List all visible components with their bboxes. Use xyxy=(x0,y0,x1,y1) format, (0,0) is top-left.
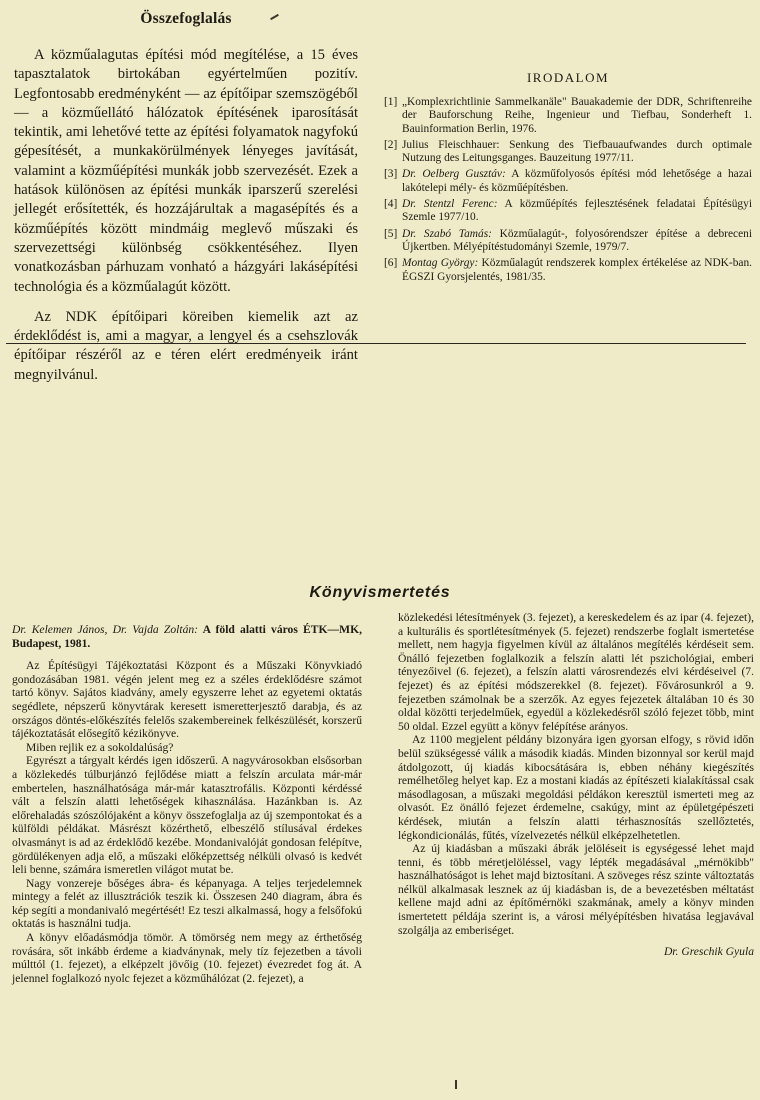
reference-author: Dr. Szabó Tamás: xyxy=(402,227,492,240)
literature-heading: IRODALOM xyxy=(526,70,610,85)
reference-item xyxy=(384,257,752,284)
reference-author: Montag György: xyxy=(402,257,479,270)
reference-text: A közműépítés fejlesztésének feladatai Építésügyi Szemle 1977/10. xyxy=(402,198,752,224)
reference-item xyxy=(384,228,752,255)
summary-heading: Összefoglalás xyxy=(140,10,232,27)
book-authors: Dr. Kelemen János, Dr. Vajda Zoltán: xyxy=(12,623,199,636)
reference-author: Dr. Oelberg Gusztáv: xyxy=(402,168,506,181)
reference-item xyxy=(384,168,752,195)
reference-number: [5] xyxy=(384,227,398,240)
review-paragraph: Nagy vonzereje bőséges ábra- és képanyaga. A teljes terjedelemnek mintegy a felét az illusztrációk teszik ki. Összesen 240 diagram, ábra és kép segíti a mondanivaló megértését! Ez teszi alkalmassá, hogy a felsőfokú oktatás is használni tudja. xyxy=(12,876,362,931)
reference-author: Dr. Stentzl Ferenc: xyxy=(402,198,498,211)
reference-number: [2] xyxy=(384,138,398,151)
reference-text: Julius Fleischhauer: Senkung des Tiefbauaufwandes durch optimale Nutzung des Leitungsganges. Bauzeitung 1977/11. xyxy=(402,138,752,165)
reference-text: Közműalagút rendszerek komplex értékelése az NDK-ban. ÉGSZI Gyorsjelentés, 1981/35. xyxy=(402,257,752,283)
review-paragraph: Az 1100 megjelent példány bizonyára igen gyorsan elfogy, s rövid időn belül szükségessé válik a második kiadás. Minden bizonnyal sor kerül majd átdolgozott, új kiadás kibocsátására is, ebben néhány kiegészítés remélhetőleg helyet kap. Ez a mostani kiadás az építészeti kialakítással csak másodlagosan, a műszaki megoldási példákon keresztül ismerteti meg az olvasót. Ez önálló fejezet érdemelne, csakúgy, mint az épületgépészeti kérdések, miután a felszín alatti térhasznosítás szellőztetés, légkondicionálás, fűtés, vízelvezetés nélkül elképzelhetetlen. xyxy=(398,733,754,842)
reference-number: [3] xyxy=(384,168,398,181)
review-paragraph: Egyrészt a tárgyalt kérdés igen időszerű. A nagyvárosokban elsősorban a közlekedés túlburjánzó fejlődése miatt a felszín arculata már-már embertelen, használhatósága már-már katasztrofális. Központi kérdéssé vált a felszín alatti lehetőségek kihasználása. Hazánkban is. Az előrehaladás szószólójaként a könyv összefoglalja az új szempontokat és a külföldi példákat. Másrészt közérthető, elbeszélő stílusával érdekes olvasmányt is ad az érdeklődő kezébe. Mondanivalóját gondosan felépítve, gördülékenyen adja elő, a műszaki előképzettség nélküli olvasó is kedvét leli benne, számára ismeretlen világot mutat be. xyxy=(12,754,362,877)
literature-column xyxy=(384,8,752,287)
book-reference xyxy=(12,623,362,650)
reference-item xyxy=(384,96,752,136)
section-divider xyxy=(6,343,746,344)
reference-text: „Komplexrichtlinie Sammelkanäle" Bauakademie der DDR, Schriftenreihe der Bauforschung Reihe, Ingenieur und Tiefbau, Sonderheft 1. Bauinformation Berlin, 1976. xyxy=(402,96,752,135)
review-paragraph: A könyv előadásmódja tömör. A tömörség nem megy az érthetőség rovására, sőt inkább érdeme a kiadványnak, mely tíz fejezetben a távoli múlttól (1. fejezet), a elképzelt jövőig (10. fejezet) évezredet fog át. A jelennel foglalkozó nyolc fejezet a közműhálózat (2. fejezet), a xyxy=(12,931,362,985)
reference-item xyxy=(384,198,752,225)
review-heading: Könyvismertetés xyxy=(309,584,451,601)
reference-number: [6] xyxy=(384,257,398,270)
book-title: A föld alatti város ÉTK—MK, xyxy=(198,623,362,636)
summary-paragraph: A közműalagutas építési mód megítélése, a 15 éves tapasztalatok birtokában egyértelműen pozitív. Legfontosabb eredményként — az építőipar szemszögéből — a közműellátó hálózatok építésének iparosítását tekintik, ami lehetővé tette az építési folyamatok nagyfokú gépesítését, a munkakörülmények lényeges javítását, valamint a közműépítési munkák jobb szervezését. Ezek a hatások különösen az építési munkák iparszerű szerelési jellegét erősítették, és hozzájárultak a magasépítés és a közműépítés között mindmáig meglevő műszaki és szervezettségi különbség csökkentéséhez. Ilyen vonatkozásban párhuzam vonható a házgyári lakásépítési technológia és a közműalagút között. xyxy=(14,47,358,295)
reference-number: [4] xyxy=(384,198,398,211)
reference-text: Közműalagút-, folyosórendszer építése a debreceni Újkertben. Mélyépítéstudományi Szemle, 1979/7. xyxy=(402,227,752,253)
review-paragraph: közlekedési létesítmények (3. fejezet), a kereskedelem és az ipar (4. fejezet), a kulturális és sportlétesítmények (5. fejezet) rendszerbe foglalt ismertetése mellett, nem hagyja figyelmen kívül az általános megítélés kérdéseit sem. Önálló fejezetben foglalkozik a felszín alatti lét pszichológiai, emberi tényezőivel (6. fejezet), a felszín alatti városrendezés elvi kérdéseivel (7. fejezet) és az építési módszerekkel (8. fejezet). Fővárosunkról a 9. fejezetben számolnak be a szerzők. Az egyes fejezetek általában 10 és 30 oldal közötti terjedelműek, egyedül a közlekedésről szóló fejezet több, mint 50 oldal. Ezzel együtt a könyv felépítése arányos. xyxy=(398,611,754,733)
review-paragraph: Miben rejlik ez a sokoldalúság? xyxy=(26,740,174,754)
book-publisher: Budapest, 1981. xyxy=(12,636,91,650)
reference-item xyxy=(384,139,752,166)
reviewer-signature: Dr. Greschik Gyula xyxy=(663,945,754,959)
summary-column xyxy=(14,10,358,385)
reference-number: [1] xyxy=(384,96,398,108)
summary-paragraph: Az NDK építőipari köreiben kiemelik azt az érdeklődést is, ami a magyar, a lengyel és a csehszlovák építőipar részéről az e téren elért eredményeik iránt megnyilvánul. xyxy=(14,308,358,383)
review-right-column xyxy=(398,611,754,958)
review-paragraph: Az Építésügyi Tájékoztatási Központ és a Műszaki Könyvkiadó gondozásában 1981. végén jelent meg ez a széles érdeklődésre számot tartó könyv. Sajátos kiadvány, amely egyszerre lehet az egyetemi oktatás segédlete, népszerű könyvtárak keresett ismeretterjesztő darabja, és az országos döntés-előkészítés felelős szakembereinek felkészülését, korszerű tájékoztatását elősegítő kézikönyve. xyxy=(12,659,362,741)
ink-mark xyxy=(455,1080,457,1089)
reference-list xyxy=(384,96,752,284)
reference-text: A közműfolyosós építési mód lehetősége a hazai lakótelepi mély- és közműépítésben. xyxy=(402,168,752,194)
review-paragraph: Az új kiadásban a műszaki ábrák jelöléseit is egységessé lehet majd tenni, és több méretjelöléssel, vagy lépték megadásával „mérnökibb" használhatóságot is lehet majd biztosítani. A szöveges rész szinte változtatás nélkül alkalmasak lesznek az új kiadásban is, de a bevezetésben méltatást kellene majd adni az építőmérnöki szakmának, amely a könyv minden ismertetett példája szerint is, a városi mélyépítésben hivatása legjavával szolgálja az emberiséget. xyxy=(398,842,754,937)
review-left-column xyxy=(12,623,362,985)
